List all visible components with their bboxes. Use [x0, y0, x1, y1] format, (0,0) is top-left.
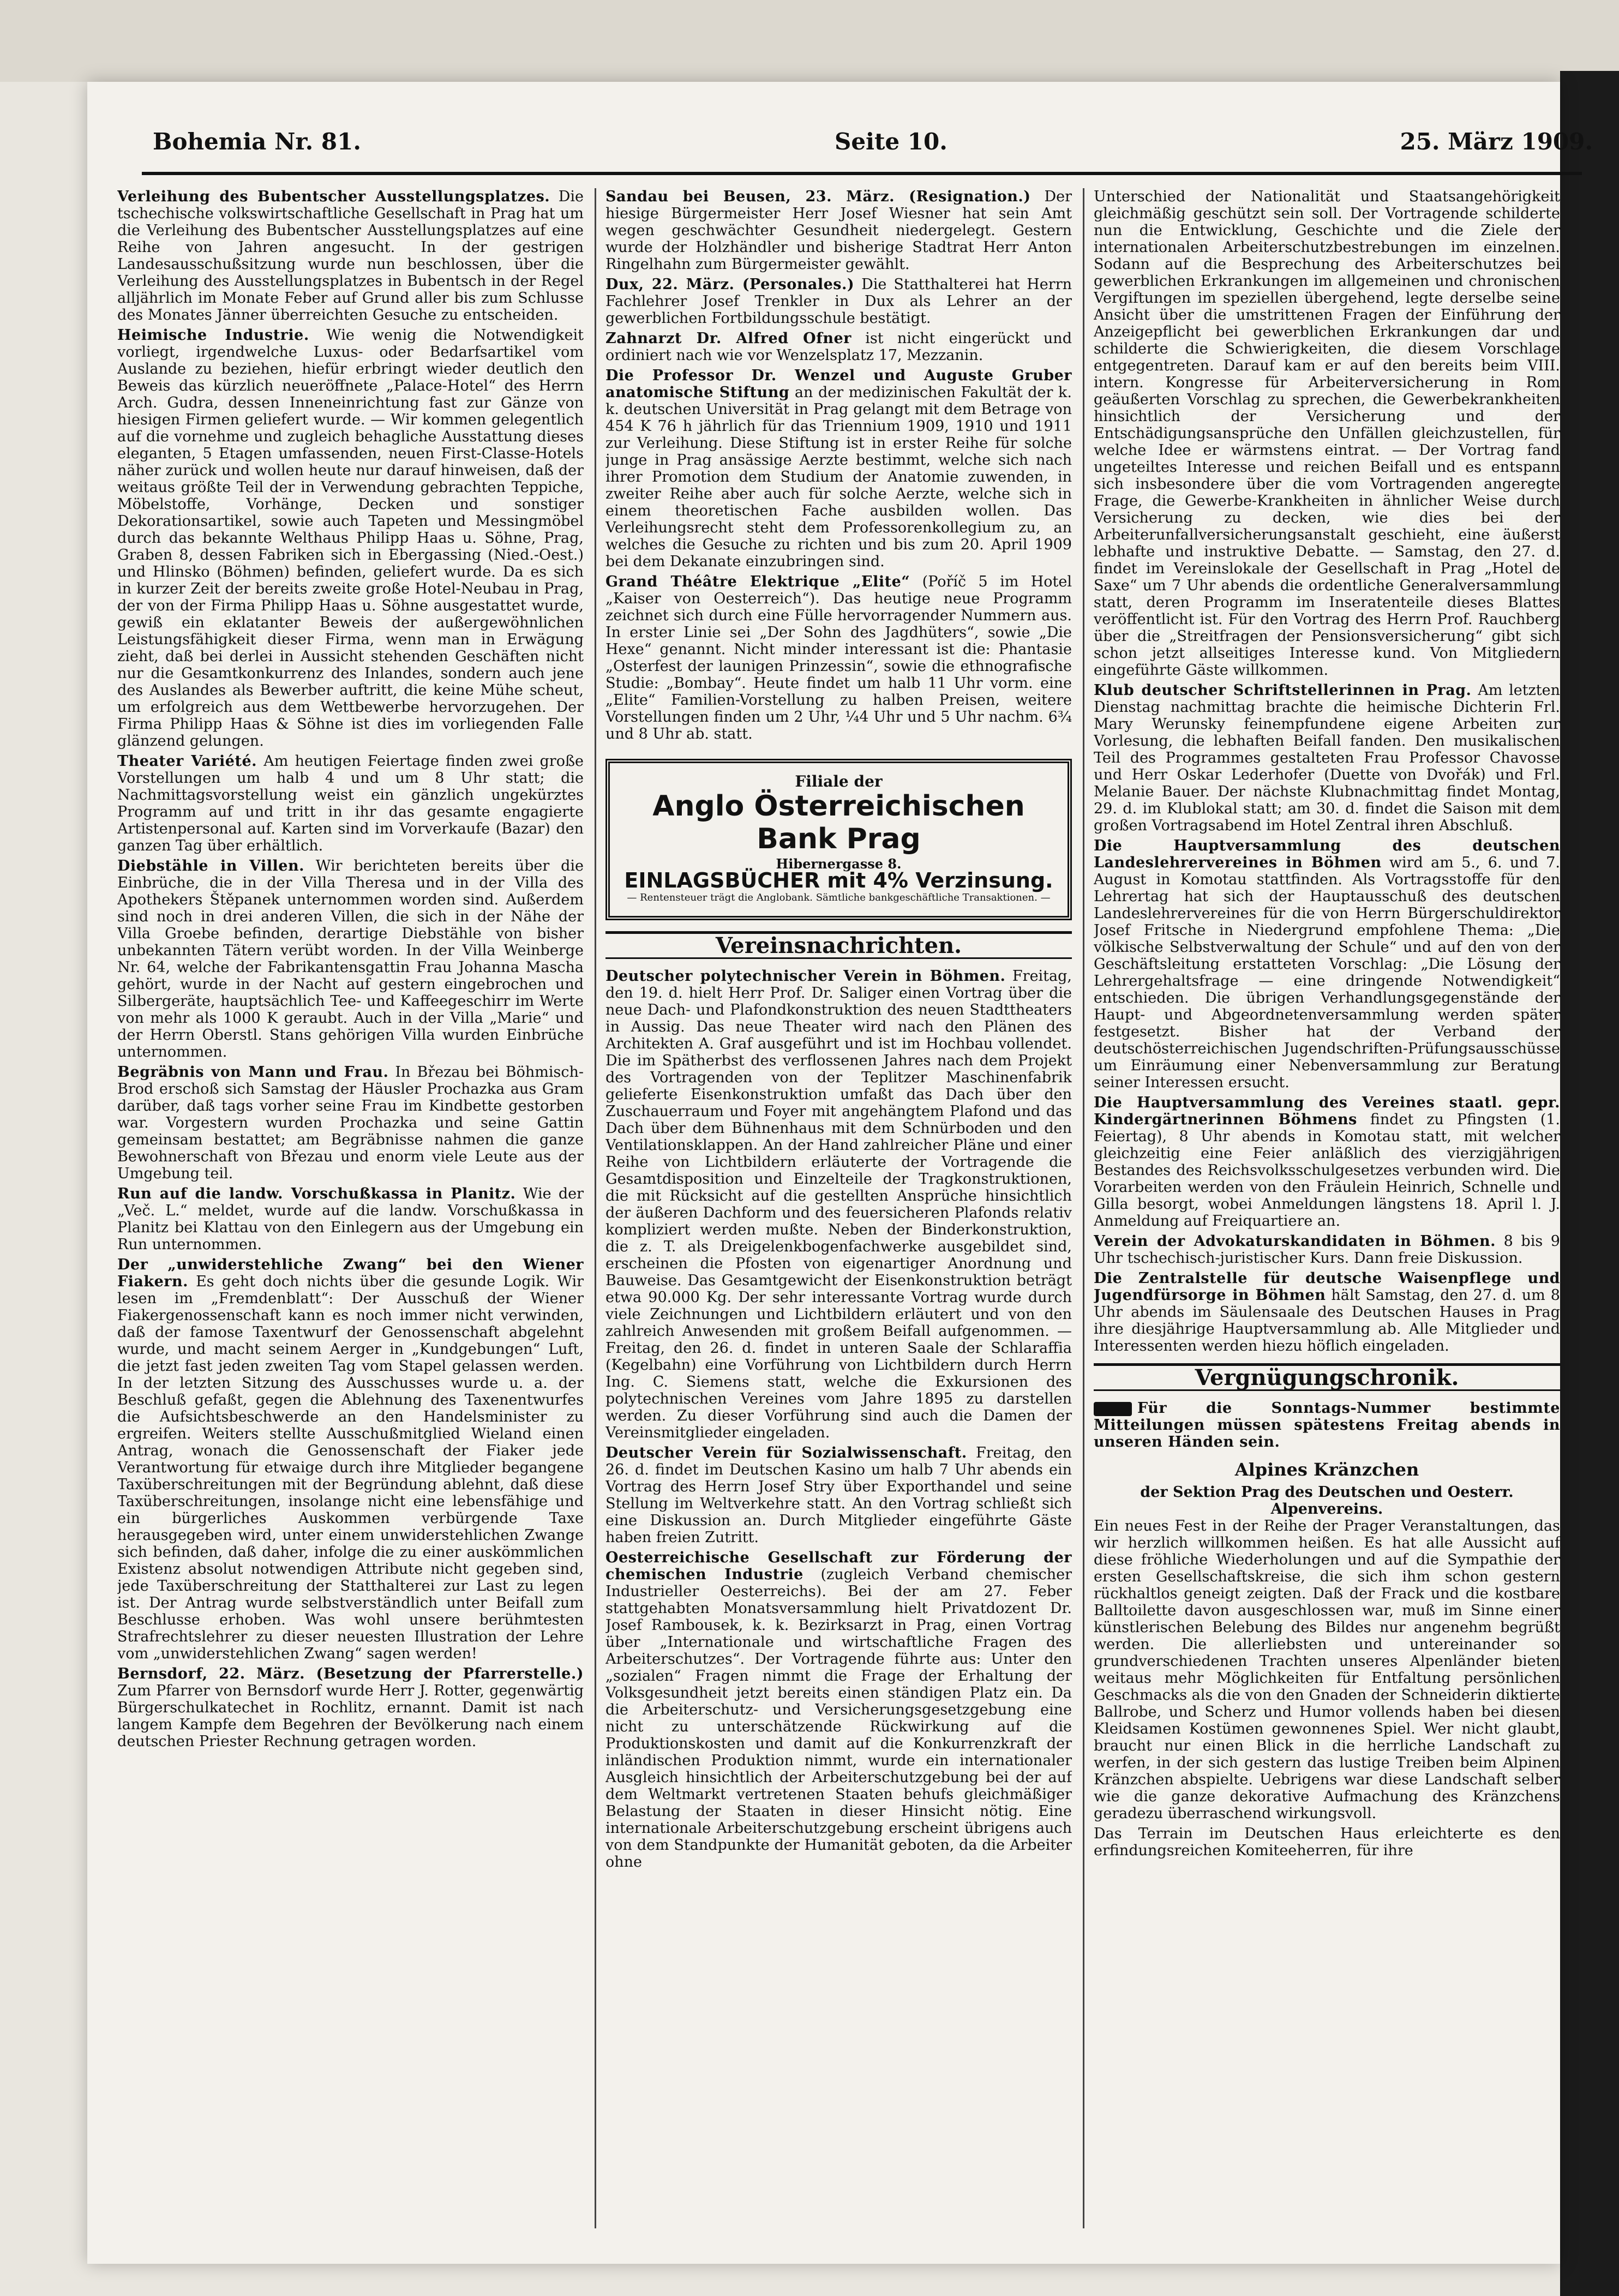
ad-footnote: — Rentensteuer trägt die Anglobank. Sämtliche bankgeschäftliche Transaktionen. —: [627, 892, 1051, 903]
news-headline: Verleihung des Bubentscher Ausstellungsplatzes.: [117, 188, 550, 205]
news-headline: Zahnarzt Dr. Alfred Ofner: [605, 330, 852, 347]
news-body: Am letzten Dienstag nachmittag brachte die heimische Dichterin Frl. Mary Werunsky feinempfundene eigene Arbeiten zur Vorlesung, die lebhaften Beifall fanden. Den musikalischen Teil des Programmes gestalteten Frau Professor Chavosse und Herr Oskar Lederhofer (Duette von Dvořák) und Frl. Melanie Bauer. Der nächste Klubnachmittag findet Montag, 29. d. im Klublokal statt; am 30. d. findet die Saison mit dem großen Vortragsabend im Hotel Zentral ihren Abschluß.: [1094, 682, 1560, 834]
news-body: (Poříč 5 im Hotel „Kaiser von Oesterreich“). Das heutige neue Programm zeichnet sich durch eine Fülle hervorragender Nummern aus. In erster Linie sei „Der Sohn des Jagdhüters“, sowie „Die Hexe“ genannt. Nicht minder interessant ist die: Phantasie „Osterfest der launigen Prinzessin“, sowie die ethnografische Studie: „Bombay“. Heute findet um halb 11 Uhr vorm. eine „Elite“ Familien-Vorstellung zu halben Preisen, weitere Vorstellungen finden um 2 Uhr, ¼4 Uhr und 5 Uhr nachm. 6¾ und 8 Uhr ab. statt.: [605, 573, 1072, 742]
scan-background: [0, 0, 1619, 82]
news-body: Der hiesige Bürgermeister Herr Josef Wiesner hat sein Amt wegen geschwächter Gesundheit niedergelegt. Gestern wurde der Holzhändler und bisherige Stadtrat Herr Anton Ringelhahn zum Bürgermeister gewählt.: [605, 188, 1072, 273]
news-item: [117, 753, 584, 854]
news-body: hält Samstag, den 27. d. um 8 Uhr abends im Säulensaale des Deutschen Hauses in Prag ihre diesjährige Hauptversammlung ab. Alle Mitglieder und Interessenten werden hiezu höflich eingeladen.: [1094, 1287, 1560, 1354]
news-body: Die Statthalterei hat Herrn Fachlehrer Josef Trenkler in Dux als Lehrer an der gewerblichen Fortbildungsschule bestätigt.: [605, 276, 1072, 327]
notice: Für die Sonntags-Nummer bestimmte Mitteilungen müssen spätestens Freitag abends in unseren Händen sein.: [1094, 1400, 1560, 1450]
news-body: (zugleich Verband chemischer Industrieller Oesterreichs). Bei der am 27. Feber stattgehabten Monatsversammlung hielt Privatdozent Dr. Josef Rambousek, k. k. Bezirksarzt in Prag, einen Vortrag über „Internationale und wirtschaftliche Fragen des Arbeiterschutzes“. Der Vortragende führte aus: Unter den „sozialen“ Fragen nimmt die Frage der Erhaltung der Volksgesundheit jetzt bereits einen ständigen Platz ein. Da die Arbeiterschutz- und Versicherungsgesetzgebung eine nicht zu unterschätzende Rückwirkung auf die Produktionskosten und damit auf die Konkurrenzkraft der inländischen Produktion nimmt, wurde ein internationaler Ausgleich hinsichtlich der Arbeiterschutzgebung bei der auf dem Weltmarkt vertretenen Staaten behufs gleichmäßiger Belastung der Staaten in dieser Hinsicht nötig. Eine internationale Arbeiterschutzgebung erscheint übrigens auch von dem Standpunkte der Humanität geboten, da die Arbeiter ohne: [605, 1566, 1072, 1871]
news-headline: Run auf die landw. Vorschußkassa in Planitz.: [117, 1185, 516, 1202]
news-item: [605, 330, 1072, 364]
news-headline: Die Hauptversammlung des Vereines staatl. gepr. Kindergärtnerinnen Böhmens: [1094, 1094, 1560, 1128]
news-body: findet zu Pfingsten (1. Feiertag), 8 Uhr abends in Komotau statt, mit welcher gleichzeitig eine Feier anläßlich des vierzigjährigen Bestandes des Reichsvolksschulgesetzes verbunden wird. Die Vorarbeiten werden von den Fräulein Heinrich, Schnelle und Gilla besorgt, wobei Anmeldungen längstens 18. April l. J. Anmeldung auf Freiquartiere an.: [1094, 1111, 1560, 1230]
news-item: [605, 276, 1072, 327]
news-body: Wie der „Več. L.“ meldet, wurde auf die landw. Vorschußkassa in Planitz bei Klattau von den Einlegern aus der Umgebung ein Run unternommen.: [117, 1185, 584, 1253]
column-separator: [595, 188, 596, 2228]
news-item: [605, 573, 1072, 742]
news-item: [605, 1444, 1072, 1546]
news-headline: Diebstähle in Villen.: [117, 858, 304, 874]
news-headline: Die Professor Dr. Wenzel und Auguste Gruber anatomische Stiftung: [605, 367, 1072, 401]
section-title-vereinsnachrichten: Vereinsnachrichten.: [605, 931, 1072, 959]
news-headline: Heimische Industrie.: [117, 327, 309, 344]
news-headline: Deutscher Verein für Sozialwissenschaft.: [605, 1444, 967, 1461]
news-item: [117, 1256, 584, 1662]
news-item: [117, 1185, 584, 1253]
header-rule: [142, 172, 1582, 175]
article-body: Das Terrain im Deutschen Haus erleichterte es den erfindungsreichen Komiteeherren, für ihre: [1094, 1825, 1560, 1859]
section-title-vergnuegungschronik: Vergnügungschronik.: [1094, 1363, 1560, 1391]
news-item: [1094, 1094, 1560, 1230]
news-item: [117, 188, 584, 323]
news-body: wird am 5., 6. und 7. August in Komotau stattfinden. Als Vortragsstoffe für den Lehrertag hat sich der Hauptausschuß des deutschen Landeslehrervereines für die von Herrn Bürgerschuldirektor Josef Fritsche in Niedergrund empfohlene Thema: „Die völkische Selbstverwaltung der Schule“ und auf den von der Geschäftsleitung erstatteten Vorschlag: „Die Lösung der Lehrergehaltsfrage — eine dringende Notwendigkeit“ entschieden. Die übrigen Verhandlungsgegenstände der Haupt- und Abgeordnetenversammlung werden später festgesetzt. Bisher hat der Verband der deutschösterreichischen Jugendschriften-Prüfungsausschüsse um Einräumung einer Nebenversammlung zur Beratung seiner Interessen ersucht.: [1094, 854, 1560, 1091]
ad-address: Hibernergasse 8.: [776, 856, 902, 872]
column-2: [605, 188, 1072, 2228]
news-item: [117, 1665, 584, 1750]
news-item: [117, 1064, 584, 1182]
news-body: Wir berichteten bereits über die Einbrüche, die in der Villa Theresa und in der Villa des Apothekers Štěpanek unternommen worden sind. Außerdem sind noch in drei anderen Villen, die sich in der Nähe der Villa Groebe befinden, derartige Diebstähle von bisher unbekannten Tätern verübt worden. In der Villa Weinberge Nr. 64, welche der Fabrikantensgattin Frau Johanna Mascha gehört, wurde in der Nacht auf gestern eingebrochen und Silbergeräte, hauptsächlich Tee- und Kaffeegeschirr im Werte von mehr als 1000 K geraubt. Auch in der Villa „Marie“ und der Herrn Oberstl. Stans gehörigen Villa wurden Einbrüche unternommen.: [117, 858, 584, 1060]
news-body: In Březau bei Böhmisch-Brod erschoß sich Samstag der Häusler Prochazka aus Gram darüber, daß tags vorher seine Frau im Kindbette gestorben war. Vorgestern wurden Prochazka und seine Gattin gemeinsam bestattet; am Begräbnisse nahmen die ganze Bewohnerschaft von Březau und enorm viele Leute aus der Umgebung teil.: [117, 1064, 584, 1182]
header-issue: Bohemia Nr. 81.: [153, 128, 361, 155]
news-headline: Die Zentralstelle für deutsche Waisenpflege und Jugendfürsorge in Böhmen: [1094, 1270, 1560, 1304]
news-body: an der medizinischen Fakultät der k. k. deutschen Universität in Prag gelangt mit dem Betrage von 454 K 76 h jährlich für das Triennium 1909, 1910 und 1911 zur Verleihung. Diese Stiftung ist in erster Reihe für solche junge in Prag ansässige Aerzte bestimmt, welche sich nach ihrer Promotion dem Studium der Anatomie zuwenden, in zweiter Reihe aber auch für solche Aerzte, welche sich in einem theoretischen Fache ausbilden wollen. Das Verleihungsrecht steht dem Professorenkollegium zu, an welches die Gesuche zu richten und bis zum 20. April 1909 bei dem Dekanate einzubringen sind.: [605, 384, 1072, 570]
news-item: [1094, 1233, 1560, 1267]
page-header: [153, 123, 1593, 166]
news-headline: Begräbnis von Mann und Frau.: [117, 1064, 389, 1081]
news-headline: Deutscher polytechnischer Verein in Böhmen.: [605, 968, 1006, 985]
newspaper-page: [87, 82, 1593, 2264]
news-body: Es geht doch nichts über die gesunde Logik. Wir lesen im „Fremdenblatt“: Der Ausschuß der Wiener Fiakergenossenschaft kann es noch immer nicht verwinden, daß der famose Taxentwurf der Genossenschaft abgelehnt wurde, und macht seinem Aerger in „Kundgebungen“ Luft, die jetzt fast jeden zweiten Tag vom Stapel gelassen werden. In der letzten Sitzung des Ausschusses wurde u. a. der Beschluß gefaßt, gegen die Ablehnung des Taxenentwurfes die Aufsichtsbeschwerde an den Handelsminister zu ergreifen. Weiters stellte Ausschußmitglied Wieland einen Antrag, wonach die Genossenschaft der Fiaker jede Verantwortung für etwaige durch ihre Mitglieder begangene Taxüberschreitungen mit der Begründung ablehnt, daß diese Taxüberschreitungen, insolange nicht eine lebensfähige und ein bürgerliches Auskommen verbürgende Taxe herausgegeben wird, unter einem unwiderstehlichen Zwange sich befinden, daß daher, infolge die zu einer auskömmlichen Existenz absolut notwendigen Attribute nicht gegeben sind, jede Taxüberschreitung der Statthalterei zur Last zu legen ist. Der Antrag wurde selbstverständlich unter Beifall zum Beschlusse erhoben. Was wohl unsere berühmtesten Strafrechtslehrer zu dieser neuesten Illustration der Lehre vom „unwiderstehlichen Zwang“ sagen werden!: [117, 1273, 584, 1662]
article-body: Ein neues Fest in der Reihe der Prager Veranstaltungen, das wir herzlich willkommen heißen. Es hat alle Aussicht auf diese fröhliche Wiederholungen und auf die Sympathie der ersten Gesellschaftskreise, die sich ihm schon gestern rückhaltlos geneigt zeigten. Daß der Frack und die kostbare Balltoilette davon ausgeschlossen war, muß im Sinne einer künstlerischen Belebung des Bildes nur angenehm begrüßt werden. Die allerliebsten und untereinander so grundverschiedenen Trachten unseres Alpenländer bieten weitaus mehr Möglichkeiten für Entfaltung persönlichen Geschmacks als die von den Gnaden der Schneiderin diktierte Ballrobe, und Scherz und Humor vollends haben bei diesen Kleidsamen Kostümen gewonnenes Spiel. Wer nicht glaubt, braucht nur einen Blick in die herrliche Landschaft zu werfen, in der sich gestern das lustige Treiben beim Alpinen Kränzchen abspielte. Uebrigens war diese Landschaft selber wie die ganze dekorative Aufmachung des Kränzchens geradezu überraschend wirkungsvoll.: [1094, 1518, 1560, 1822]
news-item: [1094, 1270, 1560, 1354]
news-body: Am heutigen Feiertage finden zwei große Vorstellungen um halb 4 und um 8 Uhr statt; die Nachmittagsvorstellung weist ein gänzlich ungekürztes Programm auf und tritt in ihr das gesamte engagierte Artistenpersonal auf. Karten sind im Vorverkaufe (Bazar) den ganzen Tag über erhältlich.: [117, 753, 584, 854]
pointing-hand-icon: [1094, 1402, 1132, 1416]
news-body: Wie wenig die Notwendigkeit vorliegt, irgendwelche Luxus- oder Bedarfsartikel vom Auslande zu beziehen, hiefür erbringt wieder deutlich den Beweis das kürzlich neueröffnete „Palace-Hotel“ des Herrn Arch. Gudra, dessen Inneneinrichtung fast zur Gänze von hiesigen Firmen geliefert wurde. — Wir kommen gelegentlich auf die vornehme und zugleich behagliche Ausstattung dieses eleganten, 5 Etagen umfassenden, neuen First-Classe-Hotels näher zurück und wollen heute nur darauf hinweisen, daß der weitaus größte Teil der in Verwendung gebrachten Teppiche, Möbelstoffe, Vorhänge, Decken und sonstiger Dekorationsartikel, sowie auch Tapeten und Messingmöbel durch das bekannte Welthaus Philipp Haas u. Söhne, Prag, Graben 8, dessen Fabriken sich in Ebergassing (Nied.-Oest.) und Hlinsko (Böhmen) befinden, geliefert wurde. Da es sich in kurzer Zeit der bereits zweite große Hotel-Neubau in Prag, der von der Firma Philipp Haas u. Söhne ausgestattet wurde, gewiß ein eklatanter Beweis der außergewöhnlichen Leistungsfähigkeit dieser Firma, wenn man in Erwägung zieht, daß bei derlei in Aussicht stehenden Geschäften nicht nur die Gesamtkonkurrenz des Inlandes, sondern auch jene des Auslandes als Bewerber auftritt, die keine Mühe scheut, um erfolgreich aus dem Wettbewerbe hervorzugehen. Der Firma Philipp Haas & Söhne ist dies im vorliegenden Falle glänzend gelungen.: [117, 327, 584, 750]
ad-bank-name: Anglo Österreichischen Bank Prag: [652, 790, 1025, 855]
news-item: [1094, 682, 1560, 834]
news-item: [1094, 837, 1560, 1091]
article-subsubtitle: der Sektion Prag des Deutschen und Oesterr. Alpenvereins.: [1140, 1484, 1514, 1518]
news-headline: Dux, 22. März. (Personales.): [605, 276, 855, 293]
news-body: Freitag, den 26. d. findet im Deutschen Kasino um halb 7 Uhr abends ein Vortrag des Herrn Josef Stry über Exporthandel und seine Stellung im Weltverkehre statt. An den Vortrag schließt sich eine Diskussion an. Durch Mitglieder eingeführte Gäste haben freien Zutritt.: [605, 1444, 1072, 1546]
news-body: Die tschechische volkswirtschaftliche Gesellschaft in Prag hat um die Verleihung des Bubentscher Ausstellungsplatzes auf eine Reihe von Jahren angesucht. In der gestrigen Landesausschußsitzung wurde nun beschlossen, über die Verleihung des Ausstellungsplatzes in Bubentsch in der Regel alljährlich im Monate Feber auf Grund aller bis zum Schlusse des Monates Jänner überreichten Gesuche zu entscheiden.: [117, 188, 584, 323]
news-headline: Verein der Advokaturskandidaten in Böhmen.: [1094, 1233, 1496, 1250]
news-headline: Grand Théâtre Elektrique „Elite“: [605, 573, 910, 590]
ad-offer: EINLAGSBÜCHER mit 4% Verzinsung.: [624, 868, 1053, 892]
news-item: [605, 968, 1072, 1441]
news-headline: Sandau bei Beusen, 23. März. (Resignation.): [605, 188, 1031, 205]
article-subtitle: Alpines Kränzchen: [1234, 1459, 1419, 1480]
scan-edge: [1560, 71, 1619, 2296]
news-headline: Oesterreichische Gesellschaft zur Förderung der chemischen Industrie: [605, 1549, 1072, 1583]
column-3: [1094, 188, 1560, 2228]
news-headline: Klub deutscher Schriftstellerinnen in Prag.: [1094, 682, 1472, 699]
news-headline: Bernsdorf, 22. März. (Besetzung der Pfarrerstelle.): [117, 1665, 584, 1682]
column-separator: [1083, 188, 1084, 2228]
news-item: [1094, 188, 1560, 679]
news-body: Freitag, den 19. d. hielt Herr Prof. Dr. Saliger einen Vortrag über die neue Dach- und Plafondkonstruktion des neuen Stadttheaters in Aussig. Das neue Theater wird nach den Plänen des Architekten A. Graf ausgeführt und ist im Hochbau vollendet. Die im Spätherbst des verflossenen Jahres nach dem Projekt des Vortragenden von der Teplitzer Maschinenfabrik gelieferte Eisenkonstruktion umfaßt das Dach über den Zuschauerraum und Foyer mit angehängtem Plafond und das Dach über dem Bühnenhaus mit dem Schnürboden und den Ventilationsklappen. An der Hand zahlreicher Pläne und einer Reihe von Lichtbildern erläuterte der Vortragende die Gesamtdisposition und Einzelteile der Tragkonstruktionen, die mit Rücksicht auf die gestellten Ansprüche hinsichtlich der äußeren Dachform und des feuersicheren Plafonds relativ kompliziert werden mußte. Neben der Binderkonstruktion, die z. T. als Dreigelenkbogenfachwerke ausgebildet sind, erscheinen die Pfosten von eigenartiger Anordnung und Bauweise. Das Gesamtgewicht der Eisenkonstruktion beträgt etwa 90.000 Kg. Der sehr interessante Vortrag wurde durch viele Zeichnungen und Lichtbildern erläutert und von den zahlreich Anwesenden mit großem Beifall aufgenommen. — Freitag, den 26. d. findet in unteren Saale der Schlaraffia (Kegelbahn) eine Vorführung von Lichtbildern durch Herrn Ing. C. Siemens statt, welche die Exkursionen des polytechnischen Vereines vom Jahre 1895 zu darstellen werden. Zu dieser Vorführung sind auch die Damen der Vereinsmitglieder eingeladen.: [605, 968, 1072, 1441]
news-item: [605, 367, 1072, 570]
news-body: ist nicht eingerückt und ordiniert nach wie vor Wenzelsplatz 17, Mezzanin.: [605, 330, 1072, 364]
news-item: [117, 327, 584, 750]
news-body: Zum Pfarrer von Bernsdorf wurde Herr J. Rotter, gegenwärtig Bürgerschulkatechet in Rochlitz, ernannt. Damit ist nach langem Kampfe dem Begehren der Bevölkerung nach einem deutschen Priester Rechnung getragen worden.: [117, 1682, 584, 1750]
news-item: [605, 188, 1072, 273]
column-1: [117, 188, 584, 2228]
news-item: [605, 1549, 1072, 1871]
news-headline: Die Hauptversammlung des deutschen Landeslehrervereines in Böhmen: [1094, 837, 1560, 871]
news-body: Unterschied der Nationalität und Staatsangehörigkeit gleichmäßig geschützt sein soll. Der Vortragende schilderte nun die Entwicklung, Geschichte und die Ziele der internationalen Arbeiterschutzbestrebungen im einzelnen. Sodann auf die Besprechung des Arbeiterschutzes bei gewerblichen Erkrankungen im allgemeinen und chronischen Vergiftungen im speziellen übergehend, legte derselbe seine Ansicht über die umstrittenen Fragen der Einführung der Anzeigepflicht bei gewerblichen Erkrankungen dar und schilderte die Schwierigkeiten, die diesem Vorschlage entgegentreten. Darauf kam er auf den bereits beim VIII. intern. Kongresse für Arbeiterversicherung in Rom geäußerten Vorschlag zu sprechen, die Gewerbekrankheiten hinsichtlich der Versicherung und der Entschädigungsansprüche den Unfällen gleichzustellen, für welche Idee er wärmstens eintrat. — Der Vortrag fand ungeteiltes Interesse und reichen Beifall und es entspann sich insbesondere über die vom Vortragenden angeregte Frage, die Gewerbe-Krankheiten in ähnlicher Weise durch Versicherung zu decken, wie dies bei der Arbeiterunfallversicherungsanstalt geschieht, eine äußerst lebhafte und instruktive Debatte. — Samstag, den 27. d. findet im Vereinslokale der Gesellschaft in Prag „Hotel de Saxe“ um 7 Uhr abends die ordentliche Generalversammlung statt, deren Programm im Inseratenteile dieses Blattes veröffentlicht ist. Für den Vortrag des Herrn Prof. Rauchberg über die „Streitfragen der Pensionsversicherung“ gibt sich schon jetzt allseitiges Interesse kund. Von Mitgliedern eingeführte Gäste willkommen.: [1094, 188, 1560, 679]
ad-line: Filiale der: [795, 772, 883, 790]
bank-advertisement: [605, 759, 1072, 920]
header-page-number: Seite 10.: [835, 128, 948, 155]
header-date: 25. März 1909.: [1400, 128, 1593, 155]
news-body: 8 bis 9 Uhr tschechisch-juristischer Kurs. Dann freie Diskussion.: [1094, 1233, 1560, 1267]
news-headline: Theater Variété.: [117, 753, 257, 770]
news-item: [117, 858, 584, 1060]
news-headline: Der „unwiderstehliche Zwang“ bei den Wiener Fiakern.: [117, 1256, 584, 1290]
